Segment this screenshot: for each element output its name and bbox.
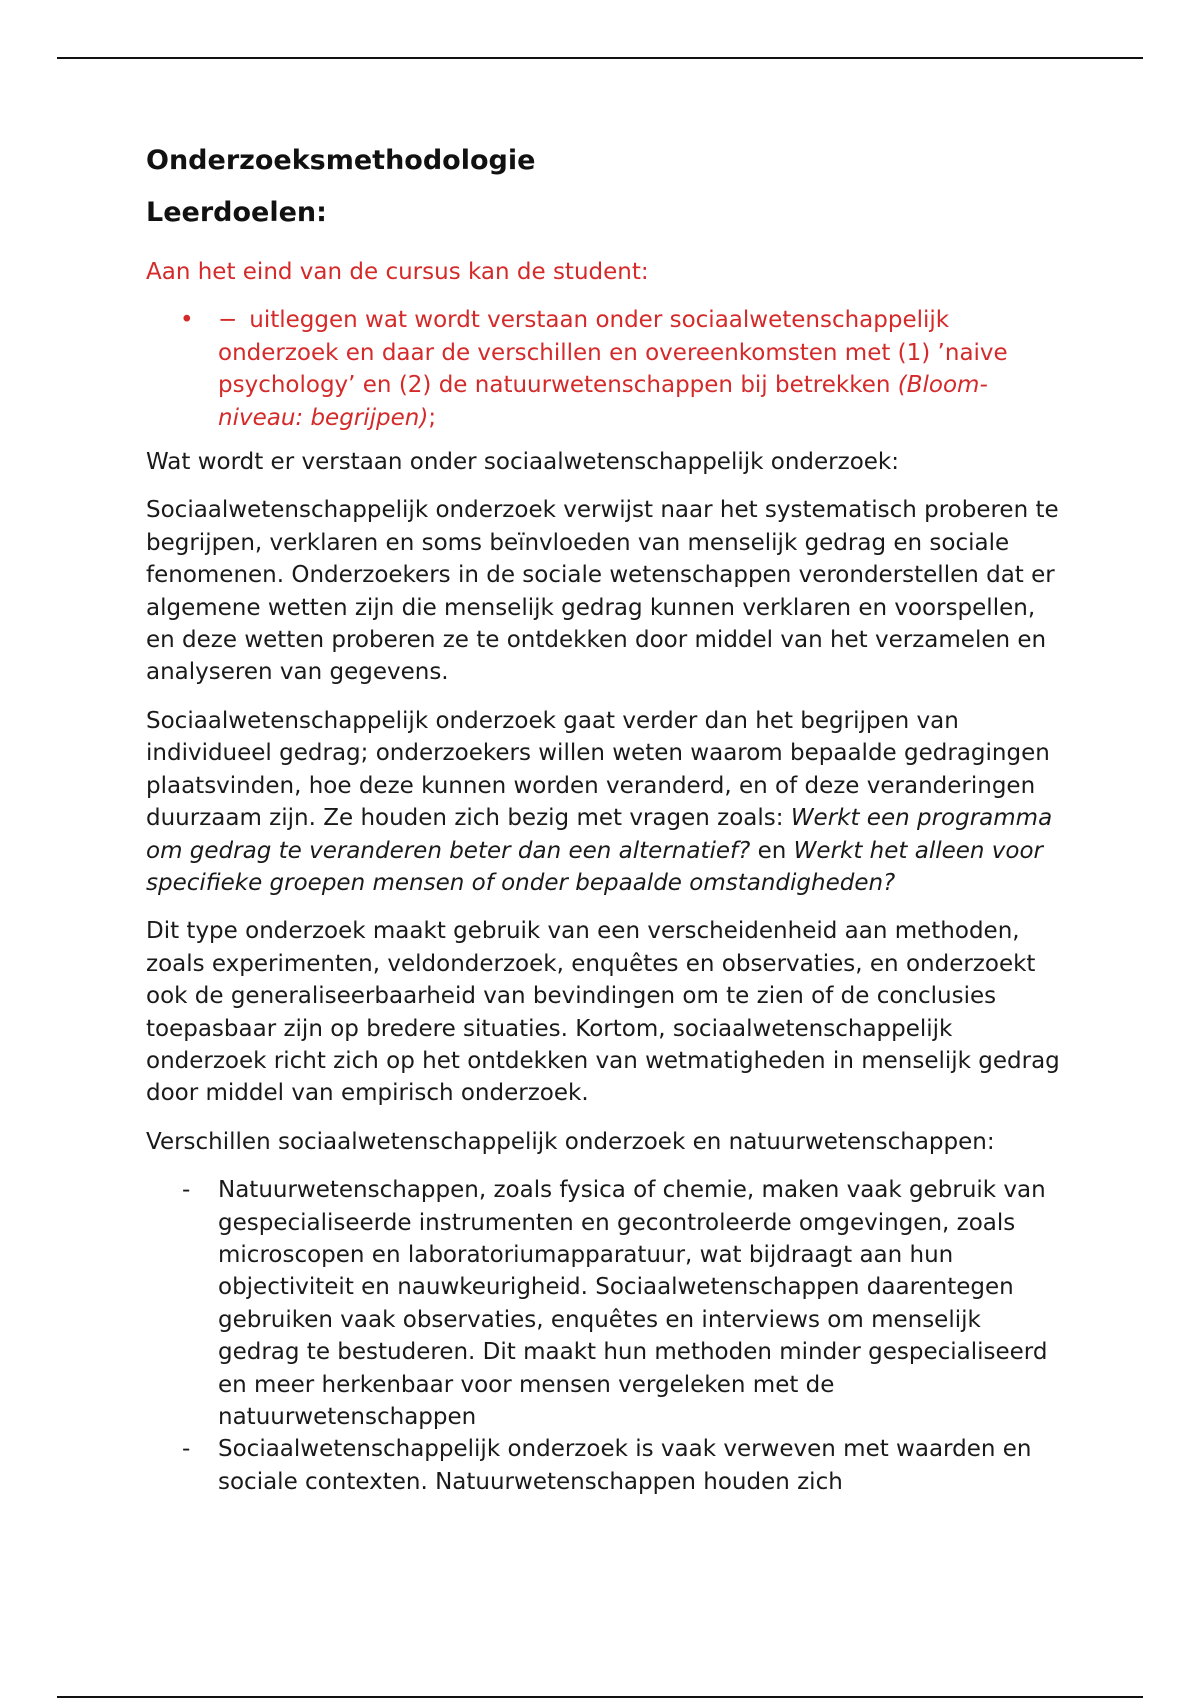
header-rule bbox=[57, 57, 1143, 59]
list-item bbox=[146, 1174, 1066, 1433]
difference-text: Natuurwetenschappen, zoals fysica of chemie, maken vaak gebruik van gespecialiseerde instrumenten en gecontroleerde omgevingen, zoals microscopen en laboratoriumapparatuur, wat bijdraagt aan hun objectiviteit en nauwkeurigheid. Sociaalwetenschappen daarentegen gebruiken vaak observaties, enquêtes en interviews om menselijk gedrag te bestuderen. Dit maakt hun methoden minder gespecialiseerd en meer herkenbaar voor mensen vergeleken met de natuurwetenschappen bbox=[218, 1177, 1048, 1430]
paragraph-definition: Sociaalwetenschappelijk onderzoek verwijst naar het systematisch proberen te begrijpen, verklaren en soms beïnvloeden van menselijk gedrag en sociale fenomenen. Onderzoekers in de sociale wetenschappen veronderstellen dat er algemene wetten zijn die menselijk gedrag kunnen verklaren en voorspellen, en deze wetten proberen ze te ontdekken door middel van het verzamelen en analyseren van gegevens. bbox=[146, 497, 1059, 686]
paragraph-scope-mid: en bbox=[750, 837, 794, 864]
dash-marker: - bbox=[182, 1177, 191, 1204]
objective-bloom-level: (Bloom-niveau: begrijpen) bbox=[218, 372, 988, 431]
dash-marker: − bbox=[218, 307, 238, 334]
differences-list bbox=[146, 1174, 1066, 1498]
bullet-marker: • bbox=[180, 307, 194, 334]
paragraph-methods: Dit type onderzoek maakt gebruik van een verscheidenheid aan methoden, zoals experimenten, veldonderzoek, enquêtes en observaties, en onderzoekt ook de generaliseerbaarheid van bevindingen om te zien of de conclusies toepasbaar zijn op bredere situaties. Kortom, sociaalwetenschappelijk onderzoek richt zich op het ontdekken van wetmatigheden in menselijk gedrag door middel van empirisch onderzoek. bbox=[146, 918, 1060, 1107]
document-body bbox=[146, 140, 1066, 1498]
question-differences: Verschillen sociaalwetenschappelijk onderzoek en natuurwetenschappen: bbox=[146, 1128, 995, 1155]
section-heading-leerdoelen: Leerdoelen: bbox=[146, 197, 327, 228]
difference-text: Sociaalwetenschappelijk onderzoek is vaak verweven met waarden en sociale contexten. Natuurwetenschappen houden zich bbox=[218, 1436, 1032, 1495]
example-question-2: Werkt het alleen voor specifieke groepen mensen of onder bepaalde omstandigheden? bbox=[146, 837, 1043, 896]
objective-end: ; bbox=[428, 404, 437, 431]
objective-list bbox=[146, 304, 1066, 434]
dash-marker: - bbox=[182, 1436, 191, 1463]
objective-item bbox=[146, 304, 1066, 434]
paragraph-scope bbox=[146, 705, 1066, 899]
footer-rule bbox=[57, 1696, 1143, 1698]
question-definition: Wat wordt er verstaan onder sociaalwetenschappelijk onderzoek: bbox=[146, 449, 899, 476]
paragraph-scope-text: Sociaalwetenschappelijk onderzoek gaat verder dan het begrijpen van individueel gedrag; onderzoekers willen weten waarom bepaalde gedragingen plaatsvinden, hoe deze kunnen worden veranderd, en of deze veranderingen duurzaam zijn. Ze houden zich bezig met vragen zoals: bbox=[146, 707, 1050, 832]
objective-intro: Aan het eind van de cursus kan de student: bbox=[146, 259, 649, 285]
document-title: Onderzoeksmethodologie bbox=[146, 145, 536, 176]
example-question-1: Werkt een programma om gedrag te veranderen beter dan een alternatief? bbox=[146, 805, 1053, 864]
objective-text: uitleggen wat wordt verstaan onder sociaalwetenschappelijk onderzoek en daar de verschillen en overeenkomsten met (1) ’naive psychology’ en (2) de natuurwetenschappen bij betrekken bbox=[218, 307, 1008, 399]
list-item bbox=[146, 1433, 1066, 1498]
